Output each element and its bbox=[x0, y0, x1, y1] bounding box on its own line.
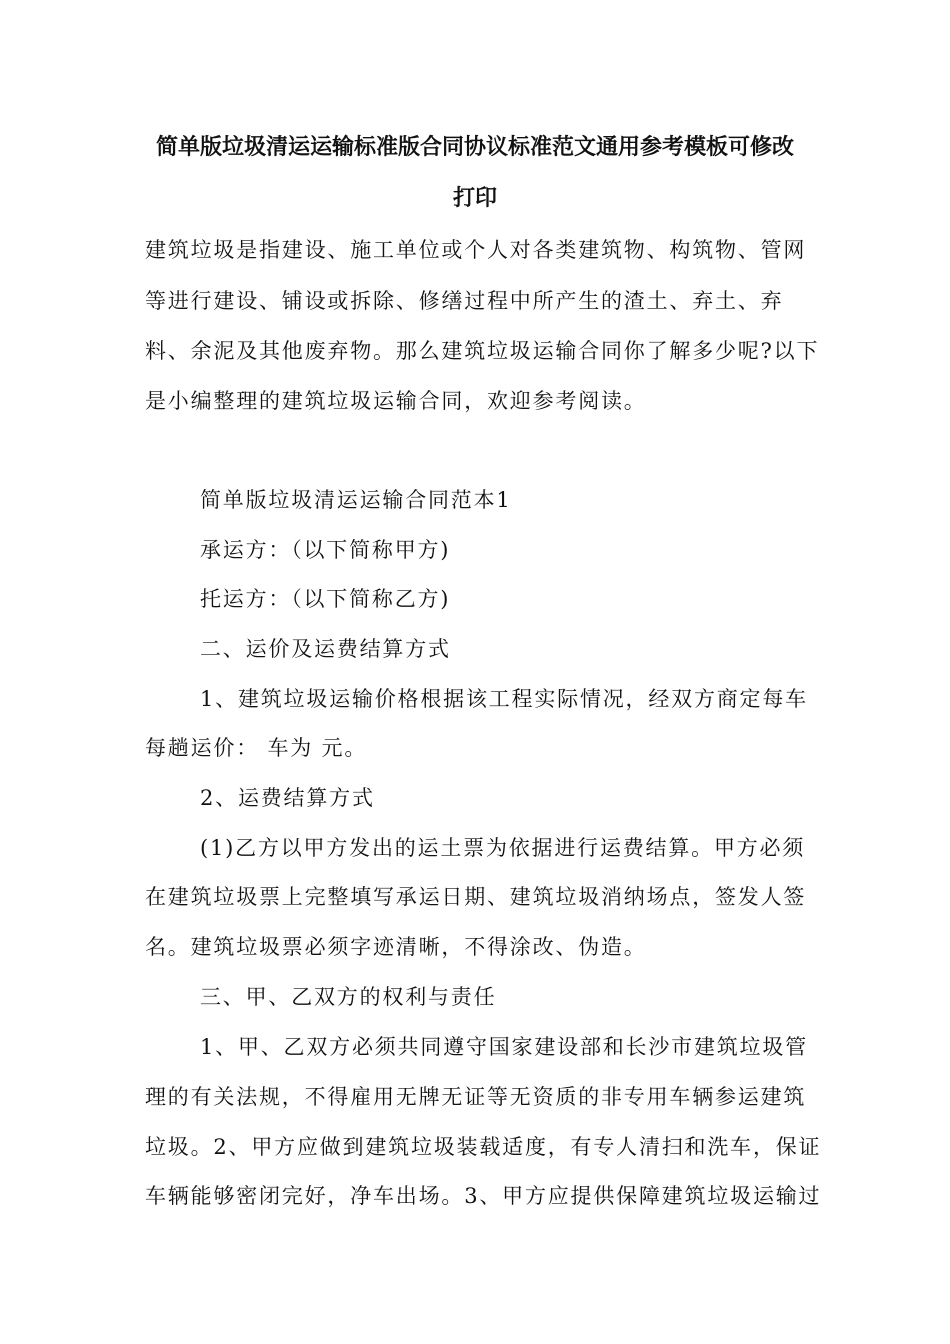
body-line: 1、甲、乙双方必须共同遵守国家建设部和长沙市建筑垃圾管 bbox=[200, 1035, 808, 1059]
body-line: 在建筑垃圾票上完整填写承运日期、建筑垃圾消纳场点，签发人签 bbox=[145, 885, 807, 909]
body-line: (1)乙方以甲方发出的运土票为依据进行运费结算。甲方必须 bbox=[200, 836, 806, 860]
clause-heading: 二、运价及运费结算方式 bbox=[200, 637, 451, 661]
intro-line: 料、余泥及其他废弃物。那么建筑垃圾运输合同你了解多少呢?以下 bbox=[145, 339, 820, 363]
shipper-party-line: 托运方：（以下简称乙方) bbox=[200, 587, 451, 611]
body-line: 垃圾。2、甲方应做到建筑垃圾装载适度，有专人清扫和洗车，保证 bbox=[145, 1135, 822, 1159]
body-line: 1、建筑垃圾运输价格根据该工程实际情况，经双方商定每车 bbox=[200, 687, 808, 711]
intro-line: 建筑垃圾是指建设、施工单位或个人对各类建筑物、构筑物、管网 bbox=[145, 238, 807, 262]
clause-heading: 2、运费结算方式 bbox=[200, 786, 375, 810]
document-title-line-2: 打印 bbox=[452, 186, 497, 211]
body-line: 车辆能够密闭完好，净车出场。3、甲方应提供保障建筑垃圾运输过 bbox=[145, 1184, 822, 1208]
section-heading: 简单版垃圾清运运输合同范本1 bbox=[200, 488, 512, 512]
intro-line: 是小编整理的建筑垃圾运输合同，欢迎参考阅读。 bbox=[145, 389, 647, 413]
clause-heading: 三、甲、乙双方的权利与责任 bbox=[200, 985, 497, 1009]
body-line: 每趟运价： 车为 元。 bbox=[145, 736, 368, 760]
carrier-party-line: 承运方：（以下简称甲方) bbox=[200, 538, 451, 562]
document-title-line-1: 简单版垃圾清运运输标准版合同协议标准范文通用参考模板可修改 bbox=[155, 135, 794, 160]
body-line: 理的有关法规，不得雇用无牌无证等无资质的非专用车辆参运建筑 bbox=[145, 1085, 807, 1109]
body-line: 名。建筑垃圾票必须字迹清晰，不得涂改、伪造。 bbox=[145, 935, 647, 959]
intro-line: 等进行建设、铺设或拆除、修缮过程中所产生的渣土、弃土、弃 bbox=[145, 289, 784, 313]
